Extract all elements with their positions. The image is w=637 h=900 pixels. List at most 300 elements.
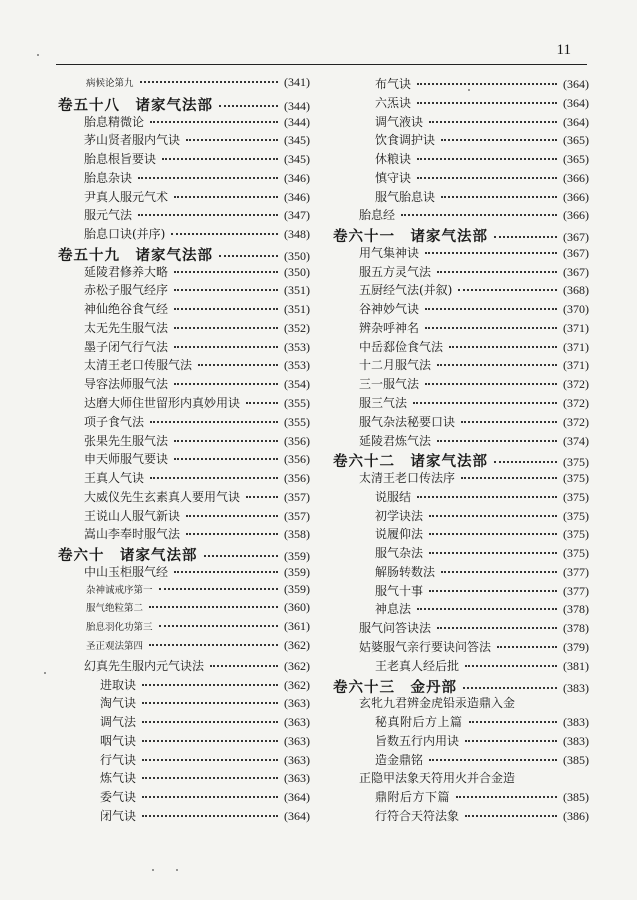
toc-entry-page: (385) <box>563 790 589 805</box>
toc-entry <box>58 432 310 451</box>
toc-entry <box>58 413 310 432</box>
toc-entry <box>333 732 589 751</box>
toc-entry-page: (370) <box>563 302 589 317</box>
toc-entry-title: 尹真人服元气术 <box>84 189 169 204</box>
toc-entry <box>58 450 310 469</box>
toc-entry <box>58 113 310 132</box>
leader-dots <box>150 421 278 423</box>
leader-dots <box>458 289 557 291</box>
toc-entry-page: (368) <box>563 283 589 298</box>
leader-dots <box>142 759 278 761</box>
toc-entry-page: (356) <box>284 452 310 467</box>
toc-entry <box>333 394 589 413</box>
scan-speck <box>468 89 470 91</box>
toc-entry-page: (363) <box>284 771 310 786</box>
toc-entry-title: 五厨经气法(并叙) <box>359 283 453 298</box>
toc-entry <box>58 150 310 169</box>
toc-entry-title: 胎息经 <box>359 208 396 223</box>
toc-volume-heading <box>58 94 310 113</box>
toc-entry-page: (363) <box>284 733 310 748</box>
toc-entry <box>333 638 589 657</box>
toc-entry-title: 服元气法 <box>84 208 133 223</box>
toc-entry <box>58 807 310 826</box>
toc-entry-title: 太无先生服气法 <box>84 320 169 335</box>
toc-entry-title: 说服结 <box>375 489 412 504</box>
toc-entry-page: (364) <box>563 77 589 91</box>
toc-entry <box>58 657 310 676</box>
toc-entry-page: (344) <box>284 114 310 129</box>
toc-entry-title: 项子食气法 <box>84 414 145 429</box>
toc-entry-page: (345) <box>284 133 310 148</box>
toc-entry <box>58 788 310 807</box>
toc-entry-page: (363) <box>284 752 310 767</box>
toc-entry-title: 行气诀 <box>100 752 137 767</box>
toc-entry <box>333 413 589 432</box>
toc-entry-page: (365) <box>563 152 589 167</box>
scan-speck <box>37 54 39 56</box>
leader-dots <box>174 458 278 460</box>
toc-entry-page: (362) <box>284 677 310 692</box>
leader-dots <box>142 815 278 817</box>
toc-entry-title: 布气诀 <box>375 77 412 91</box>
toc-entry-page: (367) <box>563 230 589 245</box>
toc-entry-page: (350) <box>284 264 310 279</box>
leader-dots <box>174 346 278 348</box>
toc-entry <box>333 94 589 113</box>
toc-entry-title: 卷六十 诸家气法部 <box>58 547 198 565</box>
toc-entry <box>58 713 310 732</box>
toc-entry-page: (372) <box>563 377 589 392</box>
toc-entry <box>58 563 310 582</box>
toc-entry-title: 服气绝粒第二 <box>86 603 144 615</box>
toc-entry-page: (357) <box>284 508 310 523</box>
toc-volume-heading <box>333 676 589 695</box>
toc-entry <box>333 75 589 94</box>
leader-dots <box>441 571 557 573</box>
toc-entry-page: (383) <box>563 680 589 695</box>
toc-entry-page: (353) <box>284 358 310 373</box>
toc-entry-title: 太清王老口传服气法 <box>84 358 193 373</box>
toc-entry-title: 墨子闭气行气法 <box>84 339 169 354</box>
leader-dots <box>186 515 278 517</box>
leader-dots <box>437 364 557 366</box>
toc-entry-title: 卷五十九 诸家气法部 <box>58 246 213 264</box>
toc-entry <box>58 225 310 244</box>
toc-entry-title: 王说山人服气新诀 <box>84 508 181 523</box>
leader-dots <box>162 158 278 160</box>
toc-entry-page: (360) <box>284 600 310 615</box>
toc-entry-title: 卷五十八 诸家气法部 <box>58 96 213 114</box>
leader-dots <box>159 625 278 627</box>
toc-entry <box>333 507 589 526</box>
toc-entry-page: (372) <box>563 414 589 429</box>
toc-entry <box>333 488 589 507</box>
toc-entry-title: 胎息羽化功第三 <box>86 622 153 634</box>
toc-entry-title: 圣正观法第四 <box>86 640 144 652</box>
toc-entry-title: 谷神妙气诀 <box>359 302 420 317</box>
leader-dots <box>429 121 557 123</box>
toc-entry-title: 饮食调护诀 <box>375 133 436 148</box>
toc-entry-title: 王真人气诀 <box>84 471 145 486</box>
leader-dots <box>142 702 278 704</box>
leader-dots <box>198 364 278 366</box>
toc-volume-heading <box>333 450 589 469</box>
toc-entry <box>333 751 589 770</box>
toc-entry-page: (383) <box>563 733 589 748</box>
toc-entry-page: (378) <box>563 602 589 617</box>
leader-dots <box>142 684 278 686</box>
toc-entry <box>58 488 310 507</box>
toc-entry-page: (381) <box>563 658 589 673</box>
leader-dots <box>429 552 557 554</box>
leader-dots <box>246 496 278 498</box>
toc-entry-page: (358) <box>284 527 310 542</box>
toc-entry-page: (352) <box>284 320 310 335</box>
toc-entry-title: 服气十事 <box>375 583 424 598</box>
toc-entry <box>58 619 310 638</box>
toc-entry-page: (374) <box>563 433 589 448</box>
leader-dots <box>174 289 278 291</box>
toc-entry-title: 胎息口诀(并序) <box>84 227 166 242</box>
toc-entry-title: 服气胎息诀 <box>375 189 436 204</box>
leader-dots <box>174 196 278 198</box>
toc-entry-title: 秘真附后方上篇 <box>375 715 463 730</box>
leader-dots <box>138 214 278 216</box>
toc-entry-title: 服气杂法 <box>375 546 424 561</box>
leader-dots <box>429 590 557 592</box>
toc-entry-title: 六炁诀 <box>375 95 412 110</box>
leader-dots <box>186 533 278 535</box>
toc-entry-title: 神仙绝谷食气经 <box>84 302 169 317</box>
toc-entry <box>333 807 589 826</box>
leader-dots <box>441 196 557 198</box>
toc-entry <box>333 375 589 394</box>
toc-entry-title: 闭气诀 <box>100 808 137 823</box>
leader-dots <box>149 644 278 646</box>
leader-dots <box>140 81 278 83</box>
toc-entry-page: (351) <box>284 283 310 298</box>
leader-dots <box>425 383 557 385</box>
toc-entry-title: 卷六十三 金丹部 <box>333 678 457 696</box>
toc-entry <box>58 338 310 357</box>
toc-entry-title: 服三气法 <box>359 396 408 411</box>
toc-entry <box>333 694 589 713</box>
toc-entry <box>58 751 310 770</box>
leader-dots <box>174 308 278 310</box>
leader-dots <box>417 83 557 85</box>
toc-volume-heading <box>58 544 310 563</box>
leader-dots <box>497 646 557 648</box>
toc-entry-title: 申天师服气要诀 <box>84 452 169 467</box>
toc-entry <box>58 319 310 338</box>
toc-entry-title: 达磨大师住世留形内真妙用诀 <box>84 396 241 411</box>
toc-entry-page: (357) <box>284 489 310 504</box>
toc-entry <box>333 600 589 619</box>
toc-entry-title: 服气杂法秘要口诀 <box>359 414 456 429</box>
toc-entry-page: (364) <box>284 790 310 805</box>
scan-speck <box>44 672 46 674</box>
toc-entry <box>333 188 589 207</box>
toc-entry-page: (344) <box>284 98 310 113</box>
leader-dots <box>186 139 278 141</box>
toc-entry-title: 嵩山李奉时服气法 <box>84 527 181 542</box>
toc-entry-title: 胎息精微论 <box>84 114 145 129</box>
leader-dots <box>219 255 278 257</box>
toc-entry <box>58 525 310 544</box>
toc-entry-page: (354) <box>284 377 310 392</box>
toc-left-column <box>58 75 310 826</box>
toc-entry-page: (367) <box>563 264 589 279</box>
toc-entry-page: (383) <box>563 715 589 730</box>
leader-dots <box>494 236 557 238</box>
toc-entry <box>333 131 589 150</box>
toc-entry-page: (346) <box>284 170 310 185</box>
toc-entry-page: (364) <box>563 114 589 129</box>
toc-entry-page: (375) <box>563 471 589 486</box>
leader-dots <box>437 440 557 442</box>
leader-dots <box>149 606 278 608</box>
toc-entry-title: 张果先生服气法 <box>84 433 169 448</box>
toc-entry <box>333 281 589 300</box>
toc-entry <box>333 206 589 225</box>
toc-entry <box>333 300 589 319</box>
leader-dots <box>461 421 557 423</box>
toc-entry-title: 调气法 <box>100 715 137 730</box>
page-number: 11 <box>556 42 571 58</box>
toc-entry-title: 委气诀 <box>100 790 137 805</box>
leader-dots <box>429 533 557 535</box>
toc-entry-page: (367) <box>563 245 589 260</box>
toc-entry <box>58 131 310 150</box>
toc-entry-page: (346) <box>284 189 310 204</box>
leader-dots <box>246 402 278 404</box>
leader-dots <box>461 477 557 479</box>
toc-entry-title: 延陵君炼气法 <box>359 433 432 448</box>
toc-entry <box>333 713 589 732</box>
leader-dots <box>494 461 557 463</box>
leader-dots <box>150 477 278 479</box>
toc-entry-title: 用气集神诀 <box>359 245 420 260</box>
toc-entry-page: (378) <box>563 621 589 636</box>
leader-dots <box>174 571 278 573</box>
leader-dots <box>456 796 557 798</box>
leader-dots <box>449 346 557 348</box>
toc-entry-title: 十二月服气法 <box>359 358 432 373</box>
toc-entry-page: (375) <box>563 546 589 561</box>
toc-entry <box>58 300 310 319</box>
toc-entry-title: 玄牝九君辨金虎铅汞造鼎入金 <box>359 696 516 711</box>
toc-entry-title: 辨杂呼神名 <box>359 320 420 335</box>
toc-entry-title: 导容法师服气法 <box>84 377 169 392</box>
toc-entry-title: 解肠转数法 <box>375 564 436 579</box>
toc-entry <box>333 582 589 601</box>
leader-dots <box>174 271 278 273</box>
leader-dots <box>429 759 557 761</box>
toc-entry-page: (341) <box>284 75 310 89</box>
scan-speck <box>152 869 154 871</box>
toc-entry-page: (363) <box>284 696 310 711</box>
leader-dots <box>425 327 557 329</box>
leader-dots <box>142 796 278 798</box>
toc-entry-page: (379) <box>563 639 589 654</box>
toc-entry-title: 姑婆服气亲行要诀问答法 <box>359 639 492 654</box>
leader-dots <box>465 815 557 817</box>
toc-entry-title: 中岳郄俭食气法 <box>359 339 444 354</box>
toc-entry <box>58 281 310 300</box>
leader-dots <box>463 687 557 689</box>
toc-entry-title: 三一服气法 <box>359 377 420 392</box>
toc-entry-page: (361) <box>284 619 310 634</box>
toc-entry <box>333 169 589 188</box>
toc-entry-page: (371) <box>563 358 589 373</box>
leader-dots <box>159 588 278 590</box>
leader-dots <box>437 271 557 273</box>
toc-entry-title: 卷六十二 诸家气法部 <box>333 453 488 471</box>
toc-entry <box>58 394 310 413</box>
toc-entry-page: (350) <box>284 248 310 263</box>
toc-entry-page: (375) <box>563 455 589 470</box>
toc-entry-page: (355) <box>284 396 310 411</box>
toc-entry <box>58 769 310 788</box>
toc-entry <box>333 563 589 582</box>
toc-entry-title: 服五方灵气法 <box>359 264 432 279</box>
toc-entry-page: (371) <box>563 320 589 335</box>
leader-dots <box>138 177 278 179</box>
toc-entry <box>58 169 310 188</box>
toc-entry-title: 幻真先生服内元气诀法 <box>84 658 205 673</box>
header-rule <box>56 64 587 65</box>
toc-entry-title: 慎守诀 <box>375 170 412 185</box>
leader-dots <box>417 102 557 104</box>
toc-entry-title: 造金鼎铭 <box>375 752 424 767</box>
toc-entry <box>333 113 589 132</box>
toc-entry-page: (375) <box>563 508 589 523</box>
toc-entry-title: 调气液诀 <box>375 114 424 129</box>
leader-dots <box>417 608 557 610</box>
toc-entry-page: (345) <box>284 152 310 167</box>
leader-dots <box>174 327 278 329</box>
leader-dots <box>417 158 557 160</box>
toc-entry-title: 神息法 <box>375 602 412 617</box>
toc-entry-page: (356) <box>284 471 310 486</box>
leader-dots <box>417 177 557 179</box>
toc-entry-title: 杂神诚戒序第一 <box>86 584 153 596</box>
toc-entry <box>333 263 589 282</box>
toc-entry <box>333 525 589 544</box>
toc-entry-page: (386) <box>563 808 589 823</box>
toc-entry-page: (371) <box>563 339 589 354</box>
toc-entry <box>58 582 310 601</box>
toc-entry-page: (348) <box>284 227 310 242</box>
toc-entry <box>333 338 589 357</box>
toc-entry-page: (363) <box>284 715 310 730</box>
toc-entry-title: 淘气诀 <box>100 696 137 711</box>
toc-entry <box>333 469 589 488</box>
leader-dots <box>174 440 278 442</box>
toc-entry-page: (366) <box>563 170 589 185</box>
toc-entry-page: (364) <box>284 808 310 823</box>
scan-speck <box>176 869 178 871</box>
leader-dots <box>219 105 278 107</box>
leader-dots <box>142 721 278 723</box>
leader-dots <box>171 233 278 235</box>
leader-dots <box>150 121 278 123</box>
toc-entry <box>333 657 589 676</box>
toc-entry <box>333 769 589 788</box>
toc-entry-title: 太清王老口传法序 <box>359 471 456 486</box>
toc-entry-page: (347) <box>284 208 310 223</box>
toc-entry-page: (353) <box>284 339 310 354</box>
toc-entry-title: 休粮诀 <box>375 152 412 167</box>
toc-entry-page: (356) <box>284 433 310 448</box>
toc-entry-title: 初学诀法 <box>375 508 424 523</box>
toc-entry-page: (372) <box>563 396 589 411</box>
leader-dots <box>465 665 557 667</box>
toc-entry-page: (375) <box>563 489 589 504</box>
leader-dots <box>142 777 278 779</box>
leader-dots <box>210 665 278 667</box>
toc-entry <box>333 319 589 338</box>
toc-entry-title: 服气问答诀法 <box>359 621 432 636</box>
leader-dots <box>429 515 557 517</box>
toc-entry-page: (355) <box>284 414 310 429</box>
toc-entry-title: 鼎附后方下篇 <box>375 790 451 805</box>
toc-entry-title: 说履仰法 <box>375 527 424 542</box>
leader-dots <box>465 740 557 742</box>
toc-entry-title: 延陵君修养大略 <box>84 264 169 279</box>
toc-entry <box>58 188 310 207</box>
toc-entry <box>333 619 589 638</box>
toc-entry <box>58 263 310 282</box>
toc-entry <box>58 638 310 657</box>
toc-entry-title: 胎息根旨要诀 <box>84 152 157 167</box>
leader-dots <box>204 555 279 557</box>
toc-entry <box>58 694 310 713</box>
toc-entry-page: (362) <box>284 658 310 673</box>
toc-entry-title: 赤松子服气经序 <box>84 283 169 298</box>
toc-entry-page: (366) <box>563 189 589 204</box>
toc-entry <box>58 469 310 488</box>
toc-entry-title: 茅山贤者服内气诀 <box>84 133 181 148</box>
toc-entry <box>333 788 589 807</box>
toc-entry <box>58 206 310 225</box>
toc-entry-title: 王老真人经后批 <box>375 658 460 673</box>
leader-dots <box>413 402 557 404</box>
toc-entry <box>58 732 310 751</box>
toc-entry-title: 咽气诀 <box>100 733 137 748</box>
toc-entry-title: 炼气诀 <box>100 771 137 786</box>
toc-entry <box>58 375 310 394</box>
leader-dots <box>441 139 557 141</box>
toc-entry-page: (364) <box>563 95 589 110</box>
toc-entry <box>58 75 310 94</box>
toc-entry-page: (375) <box>563 527 589 542</box>
toc-entry-page: (359) <box>284 581 310 596</box>
toc-entry <box>333 544 589 563</box>
toc-entry-title: 进取诀 <box>100 677 137 692</box>
toc-entry-page: (365) <box>563 133 589 148</box>
toc-entry <box>333 432 589 451</box>
toc-entry <box>333 150 589 169</box>
leader-dots <box>425 308 557 310</box>
leader-dots <box>142 740 278 742</box>
toc-entry <box>58 356 310 375</box>
toc-entry-title: 行符合天符法象 <box>375 808 460 823</box>
toc-entry <box>333 244 589 263</box>
toc-entry-page: (366) <box>563 208 589 223</box>
leader-dots <box>437 627 557 629</box>
toc-entry-title: 卷六十一 诸家气法部 <box>333 228 488 246</box>
